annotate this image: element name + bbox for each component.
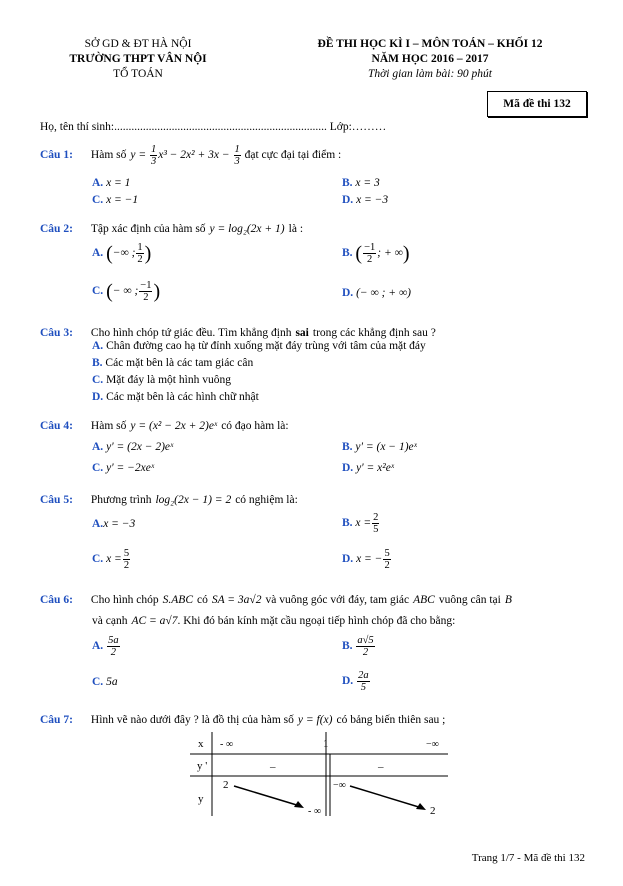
function-expression: y = $\frac{1}{3}$ x³ − 2x² + 3x − $\frac{1}{3}$ (130, 144, 240, 167)
question-tail: có đạo hàm là: (221, 420, 289, 432)
edge-sa: SA = 3a√2 (211, 594, 262, 606)
q5-option-b[interactable]: B. x = $\frac{2}{5}$ (342, 512, 379, 535)
exam-code-box: Mã đề thi 132 (487, 91, 587, 117)
q2-option-b[interactable]: B. ( $\frac{-1}{2}$ ; + ∞) (342, 242, 410, 265)
row-label-y: y (198, 793, 204, 805)
question-tail: đạt cực đại tại điểm : (244, 149, 342, 162)
question-label: Câu 7: (40, 714, 73, 726)
q1-option-d[interactable]: D. x = −3 (342, 194, 389, 206)
q6-option-c[interactable]: C. 5a (92, 676, 118, 688)
question-text: Hàm số (90, 149, 127, 162)
pyramid-name: S.ABC (162, 594, 193, 606)
q4-option-c[interactable]: C. y' = −2xeˣ (92, 462, 155, 474)
ministry-name: SỞ GD & ĐT HÀ NỘI (84, 38, 192, 50)
y-value: - ∞ (308, 806, 321, 817)
question-4 (40, 416, 289, 434)
function-expression: y = f(x) (297, 714, 333, 726)
q4-option-a[interactable]: A. y' = (2x − 2)eˣ (92, 441, 174, 453)
yprime-sign: – (270, 761, 276, 773)
q6-option-d[interactable]: D. $\frac{2a}{5}$ (342, 670, 369, 693)
function-expression: y = log₂(2x + 1) (209, 223, 285, 235)
decrease-arrow-right (350, 786, 422, 808)
variation-table (190, 732, 450, 818)
q2-option-d[interactable]: D. (− ∞ ; + ∞) (342, 287, 411, 299)
student-info-line: Họ, tên thí sinh:.......................................................................... Lớp:……… (40, 121, 387, 133)
question-6-line2 (92, 611, 455, 629)
row-label-yprime: y ' (197, 760, 208, 772)
question-5 (40, 490, 298, 508)
question-label: Câu 1: (40, 149, 73, 162)
question-tail: là : (288, 223, 304, 235)
q4-option-d[interactable]: D. y' = x²eˣ (342, 462, 395, 474)
question-text: Phương trình (90, 494, 152, 506)
school-year: NĂM HỌC 2016 – 2017 (371, 53, 489, 65)
y-value: −∞ (333, 780, 346, 791)
question-text: Cho hình chóp (90, 594, 159, 606)
q6-option-b[interactable]: B. $\frac{a√5}{2}$ (342, 635, 374, 658)
question-7 (40, 710, 445, 728)
triangle-name: ABC (413, 594, 435, 606)
question-1 (40, 144, 341, 167)
q3-option-a[interactable]: A. Chân đường cao hạ từ đỉnh xuống mặt đáy trùng với tâm của mặt đáy (92, 340, 426, 352)
question-text: và vuông góc với đáy, tam giác (265, 594, 410, 606)
q5-option-d[interactable]: D. x = − $\frac{5}{2}$ (342, 548, 390, 571)
edge-ac: AC = a√7 (131, 615, 178, 627)
question-6 (40, 590, 512, 608)
q3-option-b[interactable]: B. Các mặt bên là các tam giác cân (92, 357, 254, 369)
question-tail: trong các khẳng định sau ? (312, 327, 436, 339)
q5-option-a[interactable]: A.x = −3 (92, 518, 136, 530)
question-label: Câu 6: (40, 594, 73, 606)
question-label: Câu 2: (40, 223, 73, 235)
question-label: Câu 3: (40, 327, 73, 339)
equation: log₂(2x − 1) = 2 (155, 494, 232, 506)
question-label: Câu 5: (40, 494, 73, 506)
question-text: . Khi đó bán kính mặt cầu ngoại tiếp hình chóp đã cho bằng: (177, 615, 456, 627)
yprime-sign: – (378, 761, 384, 773)
question-text: Tập xác định của hàm số (90, 223, 206, 235)
question-tail: có bảng biến thiên sau ; (336, 714, 446, 726)
exam-duration: Thời gian làm bài: 90 phút (367, 68, 493, 80)
q2-option-a[interactable]: A. (−∞ ; $\frac{1}{2}$ ) (92, 242, 152, 265)
q3-option-d[interactable]: D. Các mặt bên là các hình chữ nhật (92, 391, 259, 403)
function-expression: y = (x² − 2x + 2)eˣ (130, 420, 218, 432)
q1-option-b[interactable]: B. x = 3 (342, 177, 380, 189)
question-tail: có nghiệm là: (235, 494, 298, 506)
question-2 (40, 219, 303, 237)
y-value: 2 (430, 805, 436, 817)
question-3 (40, 323, 436, 341)
exam-title: ĐỀ THI HỌC KÌ I – MÔN TOÁN – KHỐI 12 (317, 38, 543, 50)
decrease-arrow-left (234, 786, 300, 806)
page-footer: Trang 1/7 - Mã đề thi 132 (471, 852, 585, 864)
x-value: - ∞ (220, 739, 233, 750)
q3-option-c[interactable]: C. Mặt đáy là một hình vuông (92, 374, 231, 386)
q2-option-c[interactable]: C. (− ∞ ; $\frac{-1}{2}$ ) (92, 280, 161, 303)
q5-option-c[interactable]: C. x = $\frac{5}{2}$ (92, 548, 130, 571)
q1-option-a[interactable]: A. x = 1 (92, 177, 131, 189)
department-name: TỔ TOÁN (113, 68, 163, 80)
y-value: 2 (223, 779, 229, 791)
question-text: và cạnh (92, 615, 128, 627)
school-name: TRƯỜNG THPT VÂN NỘI (69, 53, 207, 65)
q4-option-b[interactable]: B. y' = (x − 1)eˣ (342, 441, 417, 453)
question-text: Cho hình chóp tứ giác đều. Tìm khẳng định (90, 327, 292, 339)
vertex-b: B (504, 594, 512, 606)
q1-option-c[interactable]: C. x = −1 (92, 194, 139, 206)
x-value: −∞ (426, 739, 439, 750)
question-text: Hàm số (90, 420, 127, 432)
question-label: Câu 4: (40, 420, 73, 432)
emphasis-word: sai (295, 327, 309, 339)
question-text: vuông cân tại (438, 594, 501, 606)
q6-option-a[interactable]: A. $\frac{5a}{2}$ (92, 635, 119, 658)
row-label-x: x (198, 738, 204, 750)
question-text: có (197, 594, 208, 606)
question-text: Hình vẽ nào dưới đây ? là đồ thị của hàm số (90, 714, 294, 726)
x-value: 1 (323, 738, 329, 750)
